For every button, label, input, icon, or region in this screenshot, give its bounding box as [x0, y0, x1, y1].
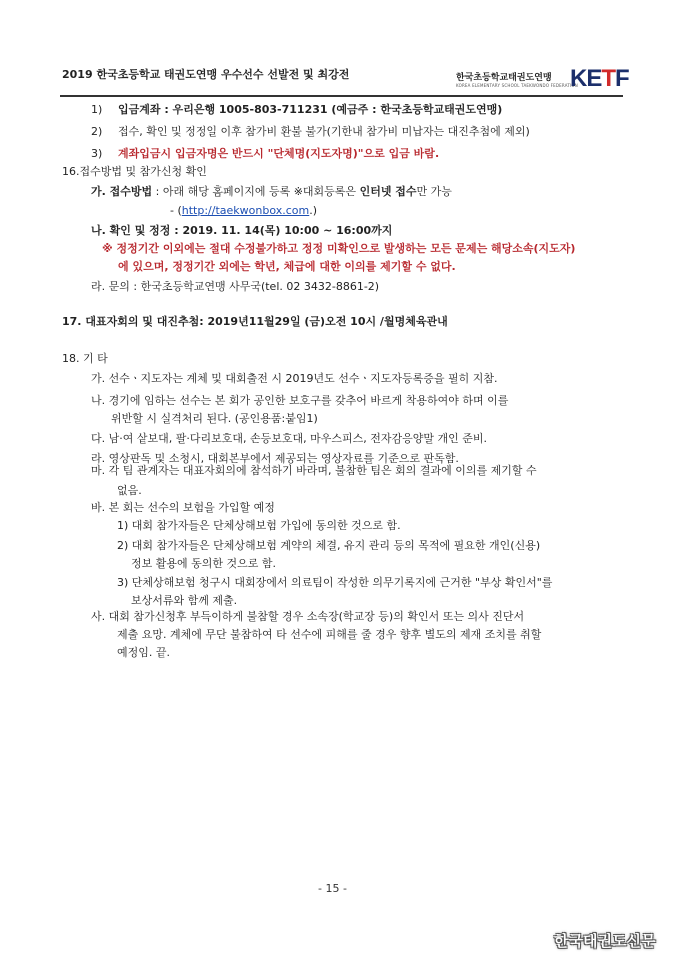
logo-mark: KETF [570, 65, 629, 92]
payment-account-info: 입금계좌 : 우리은행 1005-803-711231 (예금주 : 한국초등학교태권도연맹) [118, 103, 503, 116]
misc-item-ba: 바. 본 회는 선수의 보험을 가입할 예정 [91, 501, 275, 514]
page-number: - 15 - [318, 882, 347, 895]
payment-item-2-number: 2) [91, 125, 103, 138]
ketf-logo [456, 65, 629, 92]
misc-item-na-line-2: 위반할 시 실격처리 된다. (공인용품:붙임1) [111, 412, 318, 425]
insurance-item-1: 1) 대회 참가자들은 단체상해보험 가입에 동의한 것으로 함. [117, 519, 401, 532]
misc-item-na-line-1: 나. 경기에 임하는 선수는 본 회가 공인한 보호구를 갖추어 바르게 착용하여야 하며 이를 [91, 394, 509, 407]
registration-link-line: - (http://taekwonbox.com.) [170, 204, 318, 217]
misc-item-ma-line-2: 없음. [117, 484, 142, 497]
section-16-heading: 16.접수방법 및 참가신청 확인 [62, 165, 207, 178]
inquiry-contact: 라. 문의 : 한국초등학교연맹 사무국(tel. 02 3432-8861-2) [91, 280, 380, 293]
registration-method: 가. 접수방법 : 아래 해당 홈페이지에 등록 ※대회등록은 인터넷 접수만 가능 [91, 185, 452, 198]
section-17-heading: 17. 대표자회의 및 대진추첨: 2019년11월29일 (금)오전 10시 /월명체육관내 [62, 315, 448, 328]
logo-org-subtitle: KOREA ELEMENTARY SCHOOL TAEKWONDO FEDERATION [456, 83, 578, 88]
payment-item-1-number: 1) [91, 103, 103, 116]
taekwonbox-link[interactable]: http://taekwonbox.com [181, 204, 310, 217]
misc-item-ra: 라. 영상판독 및 소청시, 대회본부에서 제공되는 영상자료를 기준으로 판독함. [91, 452, 459, 465]
misc-item-sa-line-2: 제출 요망. 계체에 무단 불참하여 타 선수에 피해를 줄 경우 향후 별도의 제재 조치를 취할 [117, 628, 542, 641]
confirmation-period: 나. 확인 및 정정 : 2019. 11. 14(목) 10:00 ~ 16:00까지 [91, 224, 393, 237]
refund-policy-text: 접수, 확인 및 정정일 이후 참가비 환불 불가(기한내 참가비 미납자는 대진추첨에 제외) [118, 125, 530, 138]
misc-item-da: 다. 남·여 샅보대, 팔·다리보호대, 손등보호대, 마우스피스, 전자감응양말 개인 준비. [91, 432, 487, 445]
section-18-heading: 18. 기 타 [62, 352, 108, 365]
insurance-item-3-line-1: 3) 단체상해보험 청구시 대회장에서 의료팀이 작성한 의무기록지에 근거한 "부상 확인서"를 [117, 576, 553, 589]
misc-item-sa-line-3: 예정임. 끝. [117, 646, 170, 659]
misc-item-ga: 가. 선수ㆍ지도자는 계체 및 대회출전 시 2019년도 선수ㆍ지도자등록증을 필히 지참. [91, 372, 498, 385]
document-header-title: 2019 한국초등학교 태권도연맹 우수선수 선발전 및 최강전 [62, 68, 350, 81]
depositor-name-notice: 계좌입금시 입금자명은 반드시 "단체명(지도자명)"으로 입금 바람. [118, 147, 440, 160]
header-divider [60, 95, 623, 97]
newspaper-watermark: 한국태권도신문 [554, 932, 656, 950]
logo-org-name: 한국초등학교태권도연맹 [456, 73, 552, 83]
correction-warning-line-2: 에 있으며, 정정기간 외에는 학년, 체급에 대한 이의를 제기할 수 없다. [118, 260, 456, 273]
insurance-item-3-line-2: 보상서류와 함께 제출. [131, 594, 238, 607]
misc-item-ma-line-1: 마. 각 팀 관계자는 대표자회의에 참석하기 바라며, 불참한 팀은 회의 결과에 이의를 제기할 수 [91, 464, 537, 477]
payment-item-3-number: 3) [91, 147, 103, 160]
insurance-item-2-line-2: 정보 활용에 동의한 것으로 함. [131, 557, 276, 570]
insurance-item-2-line-1: 2) 대회 참가자들은 단체상해보험 계약의 체결, 유지 관리 등의 목적에 필요한 개인(신용) [117, 539, 541, 552]
misc-item-sa-line-1: 사. 대회 참가신청후 부득이하게 불참할 경우 소속장(학교장 등)의 확인서 또는 의사 진단서 [91, 610, 525, 623]
correction-warning-line-1: ※ 정정기간 이외에는 절대 수정불가하고 정정 미확인으로 발생하는 모든 문제는 해당소속(지도자) [102, 242, 576, 255]
